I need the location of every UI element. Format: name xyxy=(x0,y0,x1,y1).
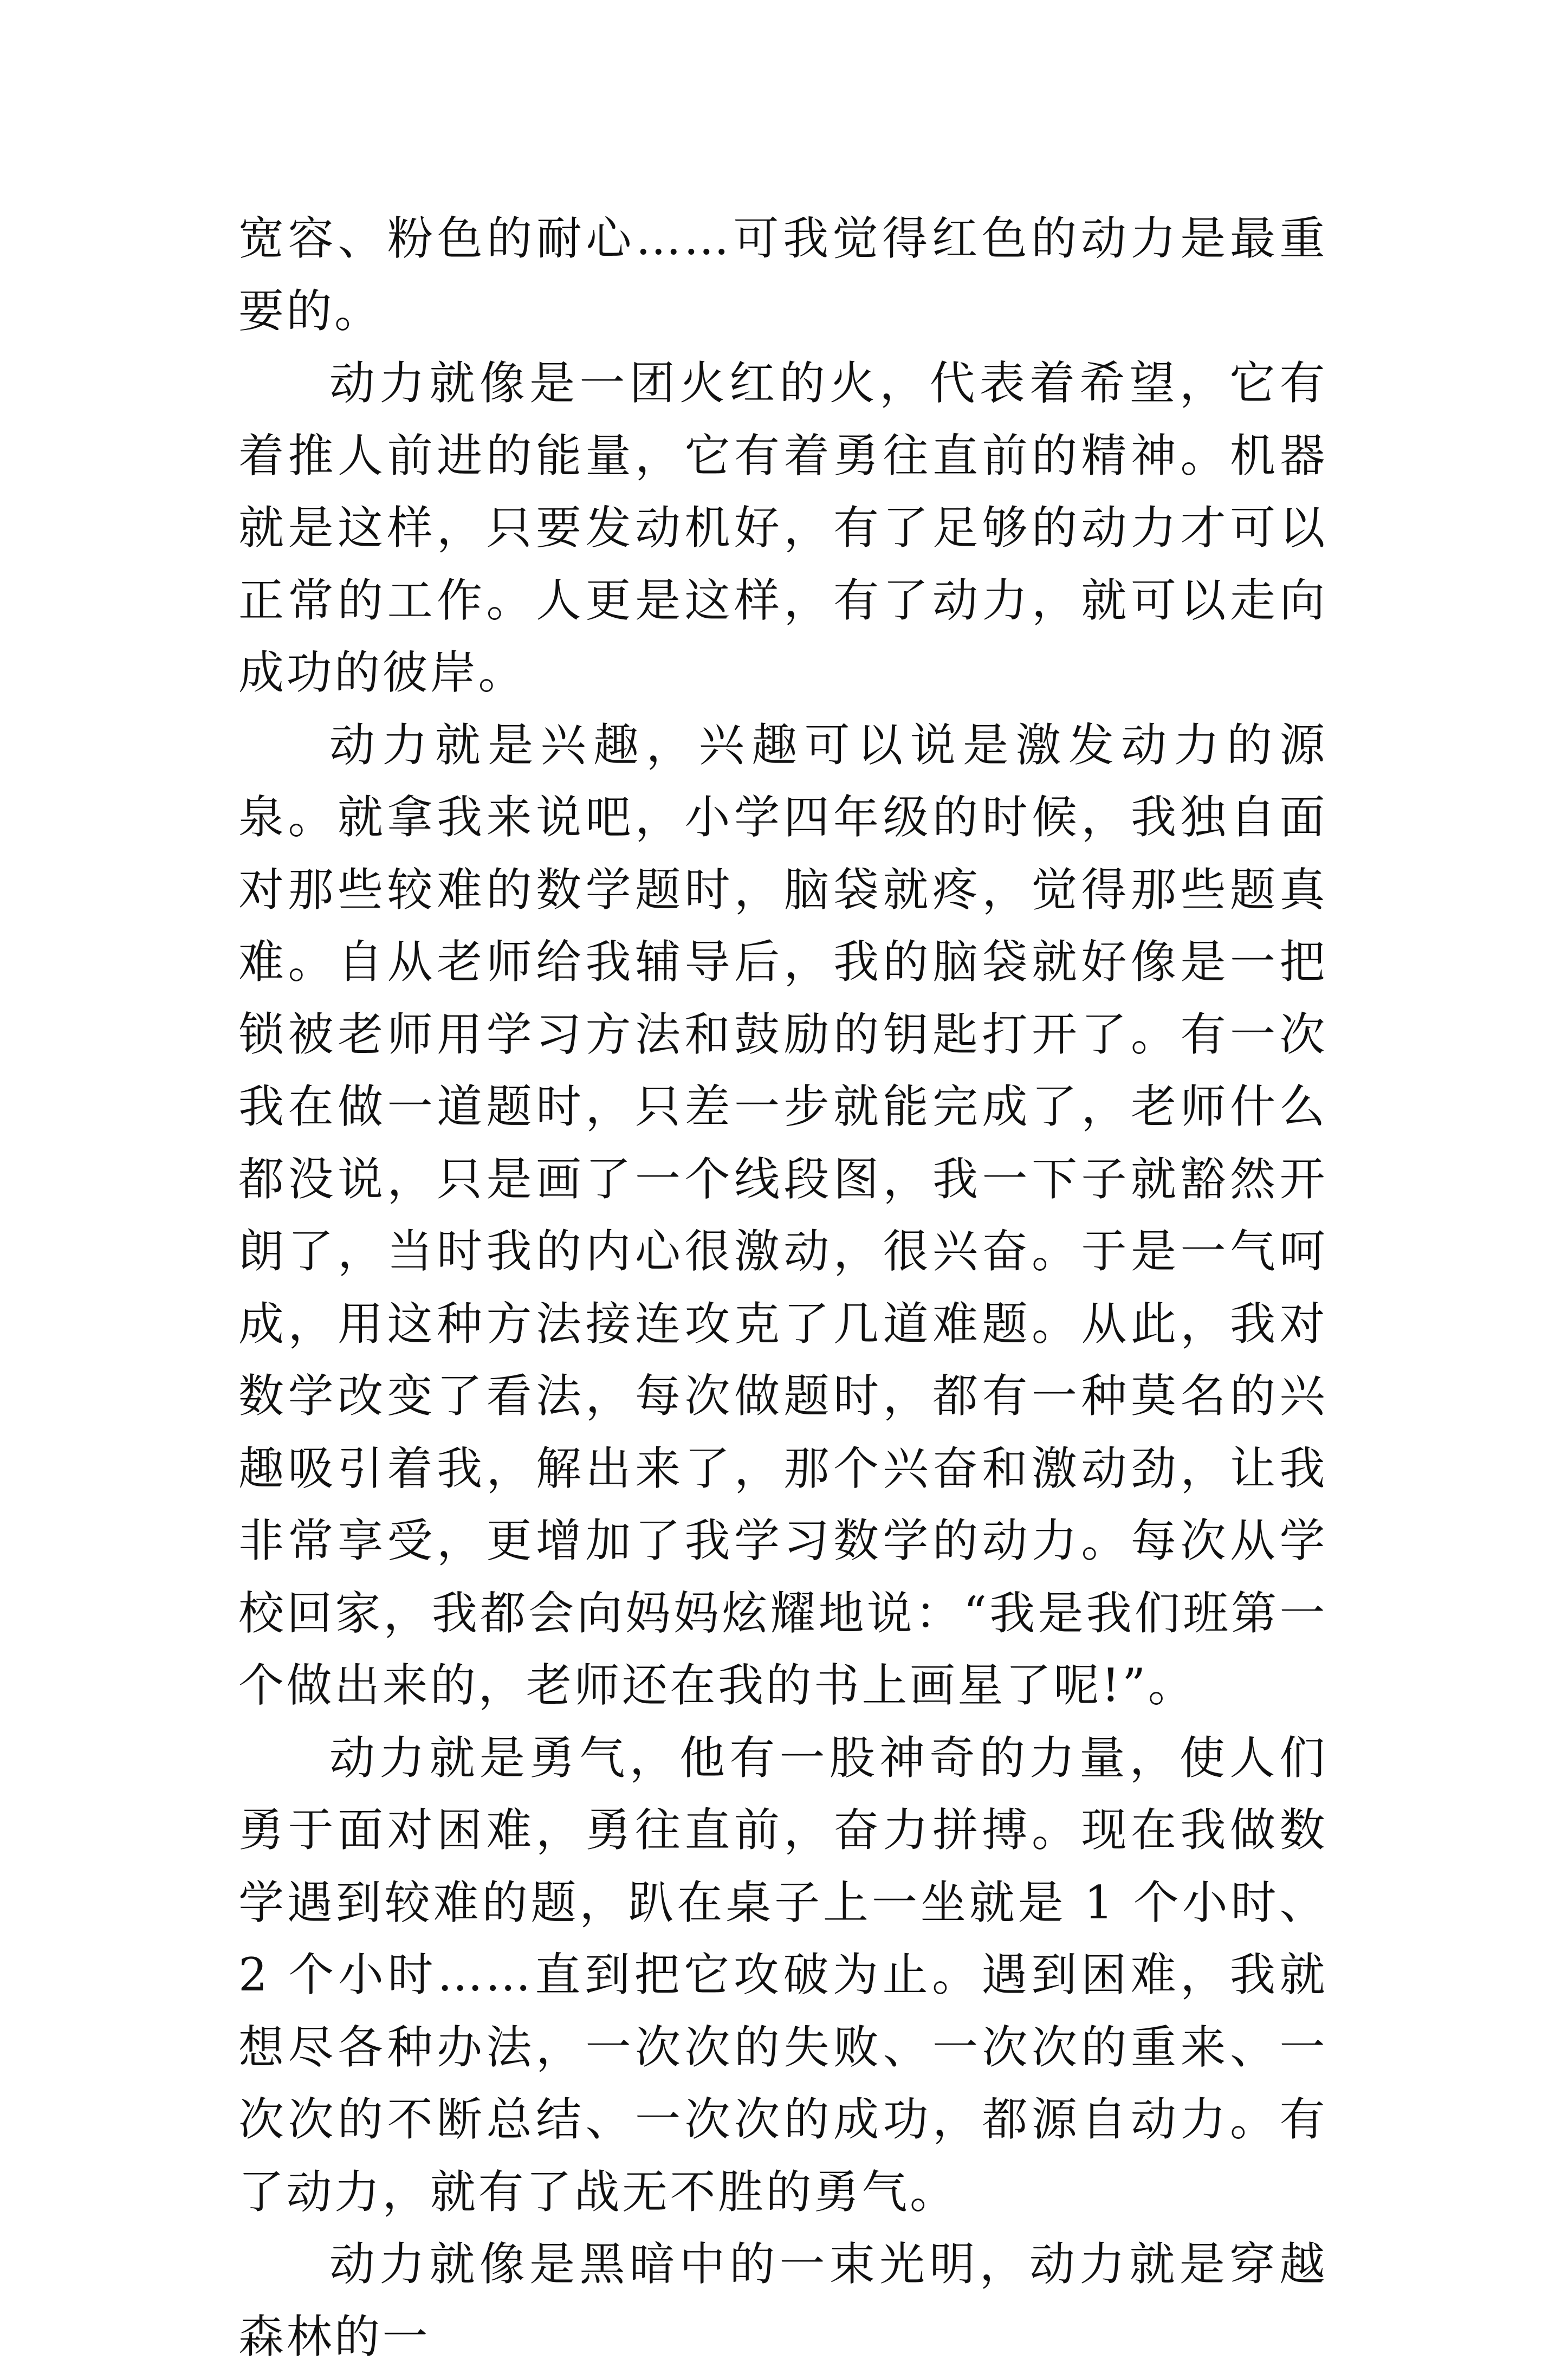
paragraph-1: 宽容、粉色的耐心……可我觉得红色的动力是最重要的。 xyxy=(238,212,1327,338)
paragraph-2: 动力就像是一团火红的火，代表着希望，它有着推人前进的能量，它有着勇往直前的精神。机器就是这样，只要发动机好，有了足够的动力才可以正常的工作。人更是这样，有了动力，就可以走向成功的彼岸。 xyxy=(238,357,1327,699)
paragraph-4: 动力就是勇气，他有一股神奇的力量，使人们勇于面对困难，勇往直前，奋力拼搏。现在我做数学遇到较难的题，趴在桌子上一坐就是 1 个小时、2 个小时……直到把它攻破为止。遇到困难，我就想尽各种办法，一次次的失败、一次次的重来、一次次的不断总结、一次次的成功，都源自动力。有了动力，就有了战无不胜的勇气。 xyxy=(238,1731,1327,2219)
essay-body xyxy=(238,203,1327,2373)
paragraph-3: 动力就是兴趣，兴趣可以说是激发动力的源泉。就拿我来说吧，小学四年级的时候，我独自面对那些较难的数学题时，脑袋就疼，觉得那些题真难。自从老师给我辅导后，我的脑袋就好像是一把锁被老师用学习方法和鼓励的钥匙打开了。有一次我在做一道题时，只差一步就能完成了，老师什么都没说，只是画了一个线段图，我一下子就豁然开朗了，当时我的内心很激动，很兴奋。于是一气呵成，用这种方法接连攻克了几道难题。从此，我对数学改变了看法，每次做题时，都有一种莫名的兴趣吸引着我，解出来了，那个兴奋和激动劲，让我非常享受，更增加了我学习数学的动力。每次从学校回家，我都会向妈妈炫耀地说：“我是我们班第一个做出来的，老师还在我的书上画星了呢!”。 xyxy=(238,718,1327,1712)
paragraph-5: 动力就像是黑暗中的一束光明，动力就是穿越森林的一 xyxy=(238,2238,1327,2363)
